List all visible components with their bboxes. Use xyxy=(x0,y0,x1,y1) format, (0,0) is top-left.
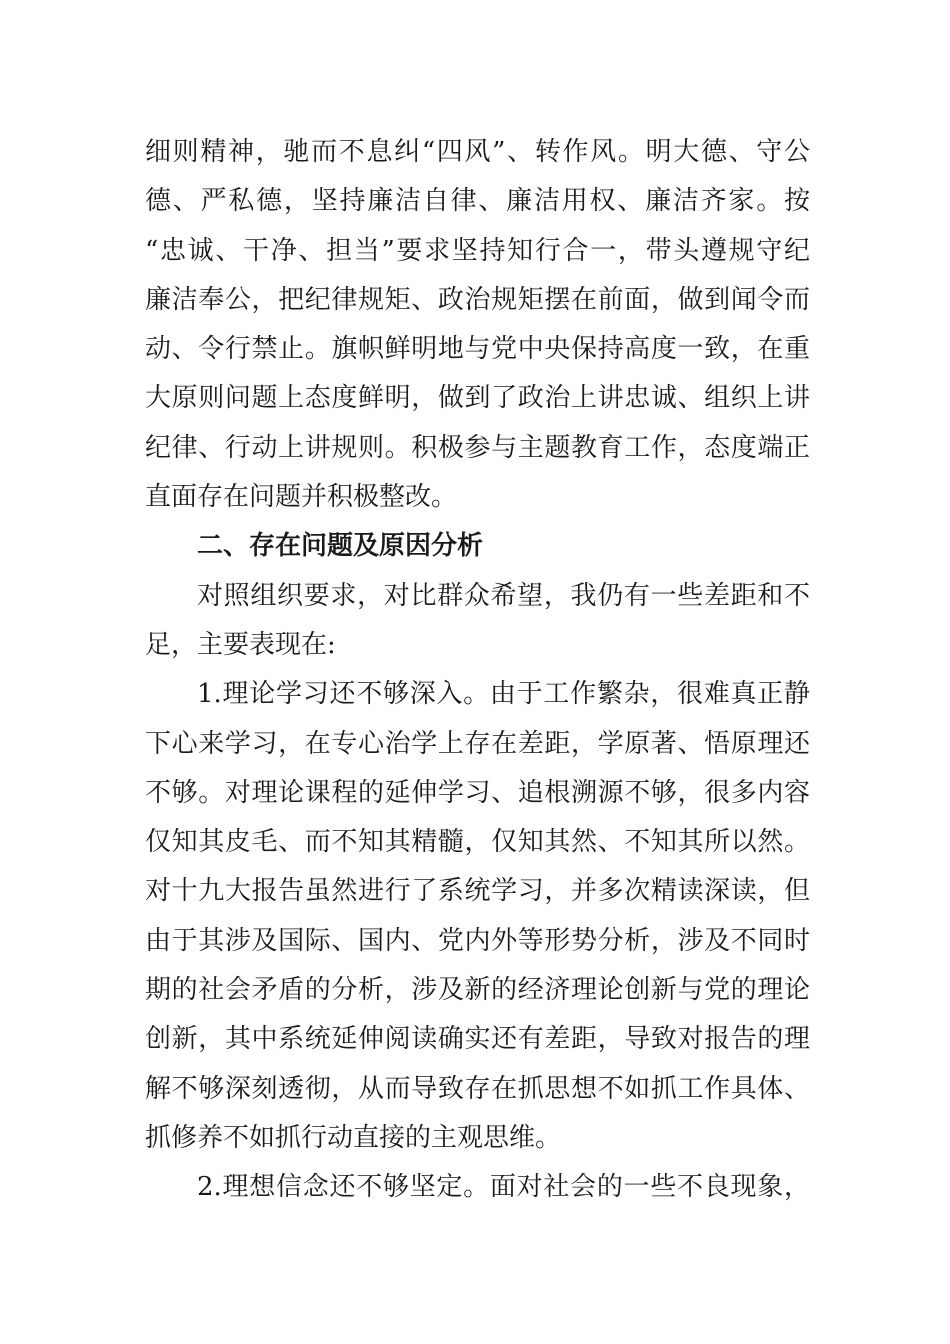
body-line: 仅知其皮毛、而不知其精髓，仅知其然、不知其所以然。 xyxy=(145,827,810,858)
body-line: 创新，其中系统延伸阅读确实还有差距，导致对报告的理 xyxy=(145,1024,810,1055)
body-line: 廉洁奉公，把纪律规矩、政治规矩摆在前面，做到闻令而 xyxy=(145,284,810,315)
body-line: 解不够深刻透彻，从而导致存在抓思想不如抓工作具体、 xyxy=(145,1073,810,1104)
body-line: 大原则问题上态度鲜明，做到了政治上讲忠诚、组织上讲 xyxy=(145,383,810,414)
body-line: 期的社会矛盾的分析，涉及新的经济理论创新与党的理论 xyxy=(145,975,810,1006)
body-line: 下心来学习，在专心治学上存在差距，学原著、悟原理还 xyxy=(145,728,810,759)
document-body xyxy=(145,128,810,1213)
section-heading: 二、存在问题及原因分析 xyxy=(197,531,484,562)
body-line: 2.理想信念还不够坚定。面对社会的一些不良现象， xyxy=(197,1172,810,1203)
body-line: “忠诚、干净、担当”要求坚持知行合一，带头遵规守纪 xyxy=(145,235,810,266)
body-line: 动、令行禁止。旗帜鲜明地与党中央保持高度一致，在重 xyxy=(145,334,810,365)
body-line: 足，主要表现在: xyxy=(145,629,336,660)
body-line: 不够。对理论课程的延伸学习、追根溯源不够，很多内容 xyxy=(145,777,810,808)
body-line: 对照组织要求，对比群众希望，我仍有一些差距和不 xyxy=(197,580,810,611)
body-line: 细则精神，驰而不息纠“四风”、转作风。明大德、守公 xyxy=(145,137,810,167)
body-line: 纪律、行动上讲规则。积极参与主题教育工作，态度端正 xyxy=(145,432,810,463)
body-line: 直面存在问题并积极整改。 xyxy=(145,482,458,513)
body-line: 抓修养不如抓行动直接的主观思维。 xyxy=(145,1122,562,1153)
body-line: 对十九大报告虽然进行了系统学习，并多次精读深读，但 xyxy=(145,876,810,907)
body-line: 德、严私德，坚持廉洁自律、廉洁用权、廉洁齐家。按 xyxy=(145,186,810,217)
body-line: 由于其涉及国际、国内、党内外等形势分析，涉及不同时 xyxy=(145,925,810,956)
body-line: 1.理论学习还不够深入。由于工作繁杂，很难真正静 xyxy=(197,679,810,710)
